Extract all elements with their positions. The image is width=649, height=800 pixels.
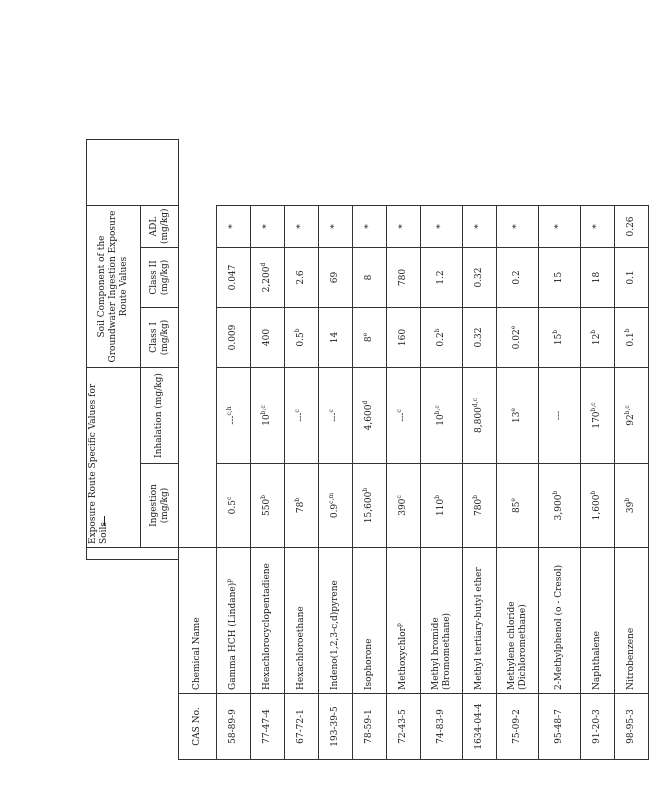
class2-value — [353, 248, 387, 308]
inh-sup-text: c,h — [226, 406, 234, 416]
cas-text: 193-39-5 — [330, 706, 341, 747]
inh-text: 10 — [436, 414, 447, 426]
c1-sup-text: e — [510, 325, 518, 330]
ingestion-header: Ingestion (mg/kg) — [141, 464, 179, 548]
c2-text: 18 — [592, 271, 603, 284]
c1-sup-text: b — [624, 328, 632, 333]
class1-value — [615, 308, 649, 368]
inhalation-value — [497, 368, 539, 464]
c2-text: 8 — [364, 274, 375, 281]
class2-value — [251, 248, 285, 308]
cas-text: 67-72-1 — [296, 709, 307, 744]
name-sup-text: p — [396, 623, 404, 628]
c1-text: 0.2 — [436, 332, 447, 347]
class2-header: Class II (mg/kg) — [141, 248, 179, 308]
adl-text: 0.26 — [626, 216, 637, 237]
inhalation-value — [387, 368, 421, 464]
ingestion-value — [251, 464, 285, 548]
ing-text: 390 — [398, 498, 409, 516]
class2-value — [285, 248, 319, 308]
inhalation-value — [217, 368, 251, 464]
row-spacer — [251, 139, 285, 205]
chemical-name — [497, 548, 539, 694]
c1-text: 0.02 — [512, 329, 523, 350]
row-spacer — [285, 139, 319, 205]
inh-text: --- — [228, 415, 239, 425]
table-row — [615, 139, 649, 759]
ingestion-value — [217, 464, 251, 548]
ingestion-value — [463, 464, 497, 548]
inh-sup-text: b,c — [260, 405, 268, 415]
chemical-name — [581, 548, 615, 694]
cas-header: CAS No. — [179, 694, 217, 760]
table-row — [319, 139, 353, 759]
adl-value — [353, 205, 387, 247]
row-spacer — [353, 139, 387, 205]
ingestion-value — [319, 464, 353, 548]
inhalation-value — [285, 368, 319, 464]
adl-text: * — [262, 224, 273, 229]
name-text: Naphthalene — [592, 631, 603, 690]
header-right-blank — [87, 139, 179, 205]
cas-number — [353, 694, 387, 760]
rotated-table-container — [86, 140, 637, 760]
ing-text: 780 — [474, 498, 485, 517]
ingestion-value — [387, 464, 421, 548]
adl-text: * — [296, 224, 307, 229]
adl-text: * — [398, 224, 409, 229]
c1-text: 0.32 — [474, 327, 485, 348]
ing-text: 3,900 — [554, 494, 565, 521]
class1-value — [463, 308, 497, 368]
table-row — [421, 139, 463, 759]
c2-text: 2.6 — [296, 270, 307, 285]
chemical-name — [285, 548, 319, 694]
inh-text: 13 — [512, 411, 523, 424]
table-row — [251, 139, 285, 759]
chemical-name — [539, 548, 581, 694]
cas-number — [581, 694, 615, 760]
adl-text: * — [554, 224, 565, 229]
class2-value — [387, 248, 421, 308]
cas-text: 91-20-3 — [592, 709, 603, 744]
inh-sup-text: c — [294, 409, 302, 413]
inh-sup-text: e — [510, 408, 518, 412]
inh-sup-text: d — [362, 400, 370, 405]
class1-value — [217, 308, 251, 368]
header-spacer — [87, 560, 179, 760]
ing-sup-text: b — [472, 494, 480, 499]
cas-text: 98-95-3 — [626, 709, 637, 744]
c2-text: 15 — [554, 271, 565, 284]
cas-number — [463, 694, 497, 760]
row-spacer — [463, 139, 497, 205]
inh-sup-text: c — [328, 409, 336, 413]
inh-text: --- — [398, 412, 409, 422]
adl-value — [217, 205, 251, 247]
class2-value — [463, 248, 497, 308]
chemical-name — [387, 548, 421, 694]
adl-text: * — [474, 224, 485, 229]
adl-value — [581, 205, 615, 247]
name-text: Hexachlorocyclopentadiene — [262, 563, 273, 690]
c2-sup-text: d — [260, 262, 268, 267]
c2-text: 2,200 — [262, 266, 273, 293]
row-spacer — [539, 139, 581, 205]
cas-number — [539, 694, 581, 760]
cas-text: 74-83-9 — [436, 709, 447, 744]
cas-number — [421, 694, 463, 760]
adl-text: * — [592, 224, 603, 229]
cas-number — [615, 694, 649, 760]
table-row — [285, 139, 319, 759]
inhalation-value — [319, 368, 353, 464]
adl-header: ADL (mg/kg) — [141, 205, 179, 247]
ingestion-value — [615, 464, 649, 548]
soil-values-table — [86, 139, 649, 760]
cas-number — [217, 694, 251, 760]
row-spacer — [319, 139, 353, 205]
c1-text: 160 — [398, 328, 409, 347]
c1-text: 0.5 — [296, 332, 307, 347]
adl-text: * — [436, 224, 447, 229]
adl-value — [319, 205, 353, 247]
ing-text: 0.9 — [330, 503, 341, 519]
adl-value — [539, 205, 581, 247]
c1-text: 15 — [554, 333, 565, 346]
class2-value — [497, 248, 539, 308]
inh-text: --- — [554, 410, 565, 421]
ing-text: 550 — [262, 498, 273, 517]
ing-sup-text: c — [226, 496, 234, 501]
name-text: 2-Methylphenol (o - Cresol) — [554, 564, 565, 690]
table-row — [497, 139, 539, 759]
adl-text: * — [330, 224, 341, 229]
cas-number — [387, 694, 421, 760]
class2-value — [581, 248, 615, 308]
class1-value — [319, 308, 353, 368]
c1-text: 12 — [592, 333, 603, 346]
adl-text: * — [228, 224, 239, 229]
chemical-name — [353, 548, 387, 694]
cas-text: 72-43-5 — [398, 709, 409, 744]
inhalation-header: Inhalation (mg/kg) — [141, 368, 179, 464]
table-row — [353, 139, 387, 759]
inh-sup-text: b,c — [434, 405, 442, 415]
c2-text: 1.2 — [436, 270, 447, 285]
ing-sup-text: b — [362, 487, 370, 492]
ingestion-value — [539, 464, 581, 548]
class1-value — [497, 308, 539, 368]
inhalation-value — [581, 368, 615, 464]
cas-number — [497, 694, 539, 760]
chemical-name — [463, 548, 497, 694]
row-spacer — [421, 139, 463, 205]
table-row — [463, 139, 497, 759]
row-spacer — [615, 139, 649, 205]
adl-value — [251, 205, 285, 247]
ing-text: 78 — [296, 501, 307, 514]
inh-sup-text: b,c — [590, 402, 598, 412]
inh-text: 170 — [592, 411, 603, 429]
c1-text: 8 — [364, 336, 375, 343]
c2-text: 0.1 — [626, 270, 637, 285]
ingestion-value — [353, 464, 387, 548]
inh-sup-text: c — [396, 409, 404, 413]
c1-text: 14 — [330, 331, 341, 344]
adl-value — [463, 205, 497, 247]
class2-value — [539, 248, 581, 308]
table-body — [217, 139, 649, 759]
chemical-name — [217, 548, 251, 694]
cas-text: 78-59-1 — [364, 709, 375, 744]
ing-sup-text: b — [624, 497, 632, 502]
class1-value — [353, 308, 387, 368]
cas-text: 95-48-7 — [554, 709, 565, 744]
cas-text: 58-89-9 — [228, 709, 239, 744]
inhalation-value — [463, 368, 497, 464]
c1-sup-text: b — [434, 328, 442, 333]
ing-sup-text: b — [294, 497, 302, 502]
inh-text: 4,600 — [364, 404, 375, 431]
name-text: Isophorone — [364, 638, 375, 690]
adl-value — [421, 205, 463, 247]
table-row — [539, 139, 581, 759]
table-row — [581, 139, 615, 759]
c1-sup-text: e — [362, 332, 370, 337]
c2-text: 0.2 — [512, 270, 523, 285]
chemical-name — [421, 548, 463, 694]
adl-value — [497, 205, 539, 247]
chemical-name — [251, 548, 285, 694]
inh-text: --- — [330, 412, 341, 422]
name-text: Gamma HCH (Lindane) — [228, 582, 239, 690]
c2-text: 69 — [330, 271, 341, 284]
ingestion-value — [581, 464, 615, 548]
ing-text: 1,600 — [592, 494, 603, 521]
inh-text: 92 — [626, 414, 637, 426]
c2-text: 0.047 — [228, 264, 239, 291]
row-spacer — [217, 139, 251, 205]
inhalation-value — [539, 368, 581, 464]
ing-sup-text: b — [434, 494, 442, 499]
ingestion-value — [285, 464, 319, 548]
cas-number — [319, 694, 353, 760]
inh-sup-text: b,c — [624, 405, 632, 415]
row-spacer — [497, 139, 539, 205]
name-sup-text: p — [226, 578, 234, 583]
class2-value — [319, 248, 353, 308]
ing-text: 39 — [626, 501, 637, 514]
row-spacer — [387, 139, 421, 205]
class1-value — [387, 308, 421, 368]
table-row — [217, 139, 251, 759]
adl-value — [615, 205, 649, 247]
chemical-name — [615, 548, 649, 694]
table-row — [387, 139, 421, 759]
c2-text: 0.32 — [474, 267, 485, 288]
class1-value — [251, 308, 285, 368]
class1-value — [539, 308, 581, 368]
name-text: Methylene chloride (Dichloromethane) — [506, 601, 528, 690]
inhalation-value — [353, 368, 387, 464]
ing-sup-text: e — [510, 498, 518, 502]
soil-group-header: Soil Component of the Groundwater Ingestion Exposure Route Values — [87, 205, 141, 367]
class1-value — [581, 308, 615, 368]
cas-text: 77-47-4 — [262, 709, 273, 744]
chemical-header: Chemical Name — [179, 548, 217, 694]
class2-value — [421, 248, 463, 308]
name-text: Methyl bromide (Bromomethane) — [430, 612, 452, 690]
name-text: Indeno(1,2,3-c,d)pyrene — [330, 580, 341, 690]
c1-sup-text: b — [590, 329, 598, 334]
class1-value — [285, 308, 319, 368]
c1-sup-text: b — [552, 329, 560, 334]
cas-text: 1634-04-4 — [474, 703, 485, 750]
inh-sup-text: d,c — [472, 398, 480, 408]
cas-number — [285, 694, 319, 760]
class2-value — [217, 248, 251, 308]
inhalation-value — [615, 368, 649, 464]
ing-text: 0.5 — [228, 500, 239, 515]
ing-text: 110 — [436, 498, 447, 517]
ing-sup-text: b — [590, 490, 598, 495]
c1-text: 0.1 — [626, 332, 637, 347]
ing-text: 15,600 — [364, 491, 375, 524]
name-text: Methyl tertiary-butyl ether — [474, 567, 485, 690]
inh-text: 8,800 — [474, 407, 485, 433]
name-text: Methoxychlor — [398, 627, 409, 690]
ingestion-value — [497, 464, 539, 548]
ing-text: 85 — [512, 501, 523, 514]
c2-text: 780 — [398, 268, 409, 287]
adl-text: * — [512, 224, 523, 229]
ingestion-value — [421, 464, 463, 548]
ing-sup-text: b — [552, 490, 560, 495]
inh-text: 10 — [262, 414, 273, 426]
cas-number — [251, 694, 285, 760]
inh-text: --- — [296, 412, 307, 422]
class1-header: Class I (mg/kg) — [141, 308, 179, 368]
adl-value — [387, 205, 421, 247]
chemical-name — [319, 548, 353, 694]
ing-sup-text: b — [260, 494, 268, 499]
cas-text: 75-09-2 — [512, 709, 523, 744]
class1-value — [421, 308, 463, 368]
ing-sup-text: c — [396, 495, 404, 499]
inhalation-value — [251, 368, 285, 464]
name-text: Nitrobenzene — [626, 627, 637, 690]
c1-sup-text: b — [294, 328, 302, 333]
adl-value — [285, 205, 319, 247]
c1-text: 0.009 — [228, 324, 239, 351]
name-text: Hexachloroethane — [296, 606, 307, 690]
row-spacer — [581, 139, 615, 205]
adl-text: * — [364, 224, 375, 229]
c1-text: 400 — [262, 328, 273, 347]
header-continuation — [179, 139, 217, 547]
ing-sup-text: c,m — [328, 492, 336, 504]
inhalation-value — [421, 368, 463, 464]
class2-value — [615, 248, 649, 308]
header-gap — [87, 548, 179, 560]
exposure-group-header: Exposure Route Specific Values for Soils — [87, 368, 141, 548]
